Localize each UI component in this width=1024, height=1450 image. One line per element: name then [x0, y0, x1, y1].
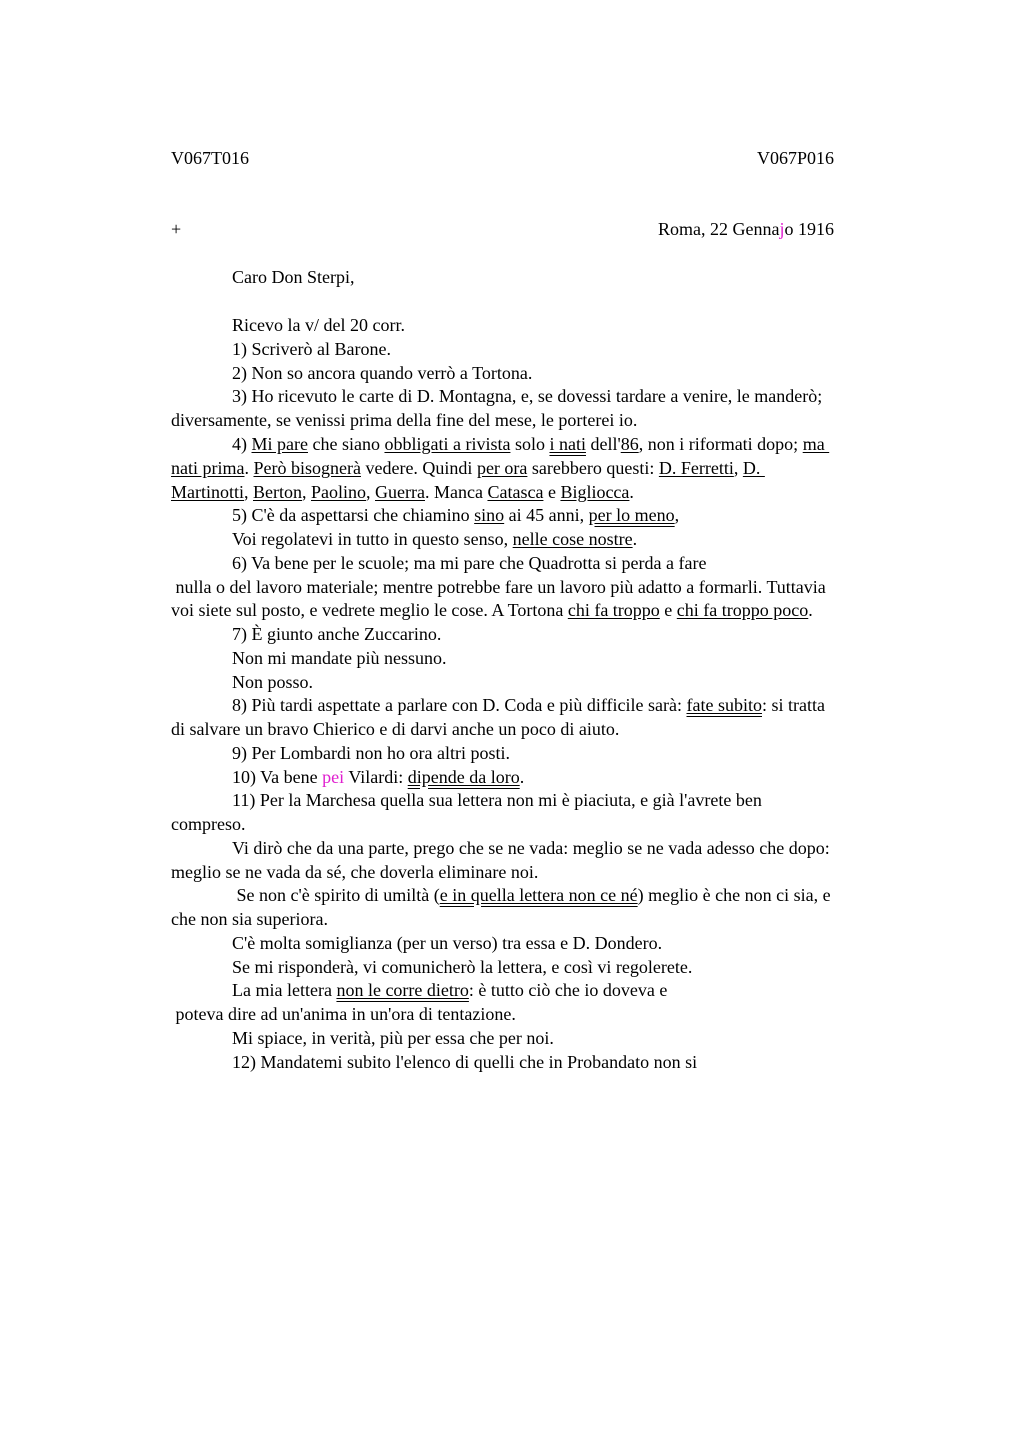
letter-line-29: La mia lettera non le corre dietro: è tutto ciò che io doveva e	[232, 980, 668, 1000]
letter-line-25: Se non c'è spirito di umiltà (e in quella lettera non ce né) meglio è che non ci sia, e	[232, 885, 831, 905]
letter-line-15: Non mi mandate più nessuno.	[232, 648, 447, 668]
letter-line-14: 7) È giunto anche Zuccarino.	[232, 624, 442, 644]
letter-line-22: compreso.	[171, 814, 246, 834]
letter-line-19: 9) Per Lombardi non ho ora altri posti.	[232, 743, 510, 763]
document-code-left: V067T016	[171, 148, 249, 168]
salutation: Caro Don Sterpi,	[232, 267, 355, 287]
letter-line-17: 8) Più tardi aspettate a parlare con D. Coda e più difficile sarà: fate subito: si tratta	[232, 695, 825, 715]
dateline: Roma, 22 Gennajo 1916	[658, 219, 834, 239]
letter-line-1: Ricevo la v/ del 20 corr.	[232, 315, 405, 335]
letter-line-5: diversamente, se venissi prima della fine del mese, le porterei io.	[171, 410, 638, 430]
letter-line-8: Martinotti, Berton, Paolino, Guerra. Manca Catasca e Bigliocca.	[171, 482, 634, 502]
letter-line-18: di salvare un bravo Chierico e di darvi anche un poco di aiuto.	[171, 719, 620, 739]
letter-line-2: 1) Scriverò al Barone.	[232, 339, 391, 359]
letter-line-3: 2) Non so ancora quando verrò a Tortona.	[232, 363, 533, 383]
letter-line-16: Non posso.	[232, 672, 314, 692]
document-code-right: V067P016	[757, 148, 835, 168]
letter-line-12: nulla o del lavoro materiale; mentre potrebbe fare un lavoro più adatto a formarli. Tuttavia	[171, 577, 826, 597]
letter-line-20: 10) Va bene pei Vilardi: dipende da loro.	[232, 767, 525, 787]
letter-line-31: Mi spiace, in verità, più per essa che per noi.	[232, 1028, 554, 1048]
letter-line-13: voi siete sul posto, e vedrete meglio le cose. A Tortona chi fa troppo e chi fa troppo poco.	[171, 600, 813, 620]
letter-line-7: nati prima. Però bisognerà vedere. Quindi per ora sarebbero questi: D. Ferretti, D.	[171, 458, 765, 478]
cross-mark: +	[171, 219, 182, 239]
letter-line-21: 11) Per la Marchesa quella sua lettera non mi è piaciuta, e già l'avrete ben	[232, 790, 762, 810]
letter-line-27: C'è molta somiglianza (per un verso) tra essa e D. Dondero.	[232, 933, 663, 953]
letter-line-28: Se mi risponderà, vi comunicherò la lettera, e così vi regolerete.	[232, 957, 693, 977]
letter-line-9: 5) C'è da aspettarsi che chiamino sino ai 45 anni, per lo meno,	[232, 505, 680, 525]
letter-line-26: che non sia superiora.	[171, 909, 328, 929]
letter-line-4: 3) Ho ricevuto le carte di D. Montagna, e, se dovessi tardare a venire, le manderò;	[232, 386, 823, 406]
letter-line-10: Voi regolatevi in tutto in questo senso, nelle cose nostre.	[232, 529, 638, 549]
letter-line-6: 4) Mi pare che siano obbligati a rivista solo i nati dell'86, non i riformati dopo; ma	[232, 434, 830, 454]
letter-line-23: Vi dirò che da una parte, prego che se ne vada: meglio se ne vada adesso che dopo:	[232, 838, 830, 858]
letter-line-32: 12) Mandatemi subito l'elenco di quelli che in Probandato non si	[232, 1052, 698, 1072]
letter-line-24: meglio se ne vada da sé, che doverla eliminare noi.	[171, 862, 539, 882]
letter-line-30: poteva dire ad un'anima in un'ora di tentazione.	[171, 1004, 516, 1024]
letter-line-11: 6) Va bene per le scuole; ma mi pare che Quadrotta si perda a fare	[232, 553, 707, 573]
